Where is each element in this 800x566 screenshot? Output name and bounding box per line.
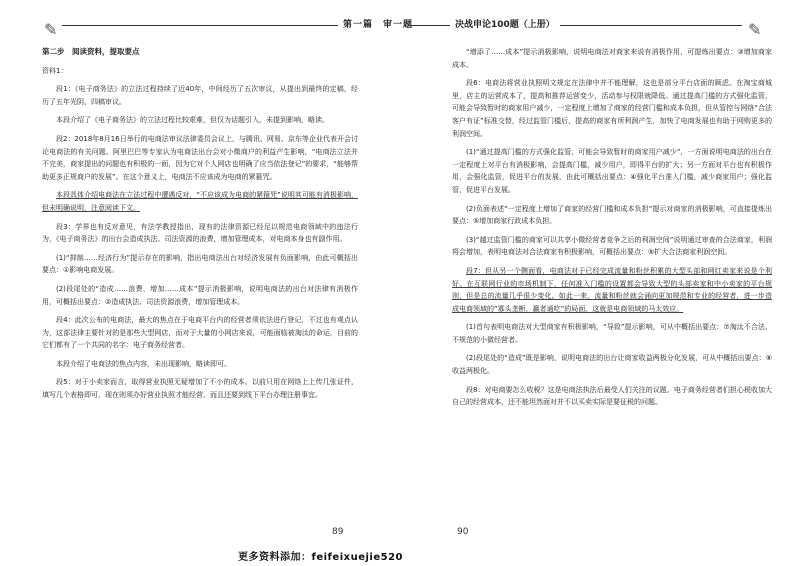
paragraph: (1)“通过提高门槛的方式强化监管，可能会导致暂时的商家用户减少”，一方面说明电商法的出台在一定程度上对平台有消极影响，会提高门槛，减少用户，即得平台的扩大；另一方面对平台也有积极作用，会强化监管，促进平台的发展，由此可概括出要点：④强化平台准入门槛，减少商家用户；强化监管，促进平台发展。 bbox=[452, 148, 772, 194]
paragraph: (2)负面表述“一定程度上增加了商家的经营门槛和成本负担”提示对商家的消极影响，可直接提炼出要点：⑤增加商家行政成本负担。 bbox=[452, 204, 772, 226]
header-rule-right bbox=[560, 25, 742, 26]
paragraph: 本段介绍了电商法的焦点内容，未出现影响，略读即可。 bbox=[56, 359, 231, 368]
material-label: 资料1： bbox=[42, 66, 68, 75]
paragraph: 段6：电商法将营业执照明文规定在法律中并不能理解，这也是部分平台店面的顾虑。在淘宝商城里，店主的运营成本了，提高和推荐运营变少，活动参与权限就降低。通过提高门槛的方式强化监管，可能会导致暂时的商家用户减少，一定程度上增加了商家的经营门槛和成本负担，但从管控与网络“合法客户有证”标准交替，经过监管门槛后，提高的商家有所利润产生，加快了电商发展也有助于网购更多的利润空间。 bbox=[452, 79, 772, 138]
ornament-left-icon: ✎ bbox=[44, 20, 58, 39]
paragraph: 段7：但从另一个侧面看，电商法对于已经完成流量和粉丝积累的大型头部和网红卖家来说是个利好。在互联网行业的市场机制下，任何准入门槛的设置都会导致大型的头部卖家和中小卖家的平台规则，但是总的流量几乎很少变化。如此一来，流量和粉丝就会涌向更加规范和专业的经营者，进一步造成电商领域的“寡头垄断，赢者通吃”的局面。这就是电商领域的马太效应。 bbox=[452, 266, 772, 313]
header-rule-left bbox=[62, 25, 338, 26]
section-heading: 第二步 阅读资料，提取要点 bbox=[42, 47, 140, 56]
running-header bbox=[0, 14, 800, 39]
header-rule-middle bbox=[408, 25, 450, 26]
ornament-right-icon: ✎ bbox=[748, 20, 762, 39]
paragraph: 段4：此次公布的电商法，最大的焦点在于电商平台内的经营者须依法进行登记，不过也有观点认为，这部法律主要针对的是那些大型网店，而对于大量的小网店来说，可能面临被淘汰的命运，目前的它们都有了一个共同的名字：电子商务经营者。 bbox=[42, 316, 358, 350]
header-left-title: 第一篇 审一题 bbox=[343, 20, 414, 30]
page-number-right: 90 bbox=[457, 527, 469, 537]
paragraph: 段3：学界也有反对意见，有法学教授指出，现有的法律资源已经足以规范电商领域中的违法行为，《电子商务法》的出台会造成执法、司法资源的浪费，增加管理成本，对电商本身也有副作用。 bbox=[42, 222, 358, 244]
paragraph: 段5：对于小卖家而言，取得营业执照无疑增加了不小的成本。以前只用在网络上上传几张证件，填写几个表格即可，现在则须办好营业执照才能经营，而且还要到线下平台办理注册事宜。 bbox=[42, 378, 358, 400]
paragraph: 本段介绍了《电子商务法》的立法过程比较艰难，但仅为话题引入，未提到影响，略读。 bbox=[56, 116, 329, 125]
paragraph: 段1：《电子商务法》的立法过程持续了近40年，中间经历了五次审议，从提出到最终的定稿，经历了五年光阴，四稿审议。 bbox=[42, 85, 358, 106]
paragraph: (3)“越过监管门槛的商家可以共享小微经营者竞争之后的利润空间”说明通过审查的合法商家，利润将会增加，表明电商法对合法商家有积极影响，可概括出要点：⑤扩大合法商家利润空间。 bbox=[452, 235, 772, 257]
footer-note: 更多资料添加：feifeixuejie520 bbox=[238, 552, 403, 563]
paragraph: (1)首句表明电商法对大型商家有积极影响，“导致”提示影响，可从中概括出要点：⑦淘汰不合法、不规范的小微经营者。 bbox=[452, 323, 772, 344]
header-right-title: 决战申论100题（上册） bbox=[455, 20, 555, 30]
paragraph: “增添了……成本”提示消极影响，说明电商法对商家来说有消极作用，可提炼出要点：③增加商家成本。 bbox=[452, 48, 772, 69]
paragraph: (2)段尾处的“造成”既是影响，说明电商法的出台让商家收益两极分化发展，可从中概括出要点：⑧收益两极化。 bbox=[452, 354, 772, 376]
page-number-left: 89 bbox=[332, 527, 344, 537]
paragraph: 段2：2018年8月16日举行的电商法审议法律委员会议上，与腾讯、网易、京东等企业代表开会讨论电商法的有关问题。阿里巴巴等专家认为电商法出台会对小微商户的利益产生影响，“电商法立法并不完美，商家提出的问题也有积极的一面，因为它对个人网店也明确了应当依法登记”的要求，“能够帮助更多正规商户的发展”。在这个意义上，电商法不应该成为电商的紧箍咒。 bbox=[42, 134, 358, 181]
left-page bbox=[42, 46, 358, 408]
paragraph: (2)段尾处的“造成……浪费，增加……成本”提示消极影响，说明电商法的出台对法律有消极作用，可概括出要点：②造成执法、司法资源浪费，增加管理成本。 bbox=[42, 284, 358, 306]
paragraph: (1)“抑制……经济行为”提示存在的影响，指出电商法出台对经济发展有负面影响，由此可概括出要点：①影响电商发展。 bbox=[42, 253, 358, 275]
right-page bbox=[452, 46, 772, 415]
paragraph: 本段具体介绍电商法在立法过程中遭遇反对，“不应该成为电商的紧箍咒”说明其可能有消极影响，但未明确说明，注意阅读下文。 bbox=[42, 191, 358, 212]
paragraph: 段8：对电商要怎么收税？这是电商法执法后最受人们关注的议题。电子商务经营者们担心税收加大自己的经营成本，还不能坦然面对并不以买卖实际是要征税的问题。 bbox=[452, 385, 772, 407]
